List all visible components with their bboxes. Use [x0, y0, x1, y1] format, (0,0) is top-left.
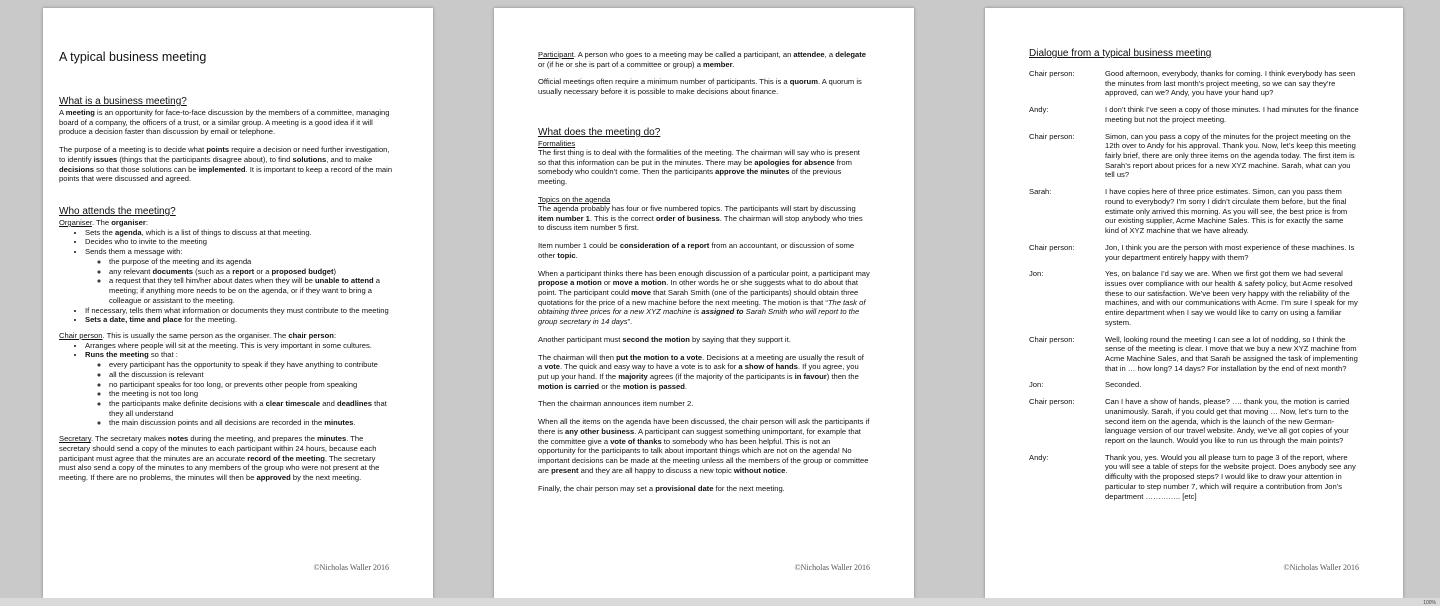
speaker-text: Thank you, yes. Would you all please turn to page 3 of the report, where you will see a table of steps for the website project. Does anybody see any difficulty with the proposed steps? I would like to draw your attention in particular to step number 7, which will require a contribution from Jon’s department ………….. [etc]: [1105, 452, 1356, 501]
list-item: ◦ the main discussion points and all decisions are recorded in the minutes.: [109, 418, 393, 428]
dialogue-line: [1029, 397, 1359, 446]
list-item: • If necessary, tells them what information or documents they must contribute to the meeting: [85, 306, 393, 316]
chair-intro: Chair person. This is usually the same person as the organiser. The chair person:: [59, 330, 337, 340]
paragraph: The purpose of a meeting is to decide what points require a decision or need further investigation, to identify issues (things that the participants disagree about), to find solutions, and to make decisions so that those solutions can be implemented. It is important to keep a record of the main points that were discussed and agreed.: [59, 145, 393, 184]
list-item: • Sets a date, time and place for the meeting.: [85, 315, 393, 325]
speaker-name: Chair person:: [1029, 242, 1075, 252]
section-heading: What is a business meeting?: [59, 96, 187, 107]
section-heading: What does the meeting do?: [538, 126, 661, 138]
document-page-3: [985, 8, 1403, 598]
page-title: A typical business meeting: [59, 50, 207, 64]
speaker-name: Chair person:: [1029, 69, 1075, 78]
speaker-name: Sarah:: [1029, 187, 1052, 197]
speaker-name: Chair person:: [1029, 131, 1075, 141]
dialogue-line: [1029, 105, 1359, 124]
page-footer: ©Nicholas Waller 2016: [313, 563, 389, 572]
chair-list: [59, 341, 393, 428]
subheading: Topics on the agenda: [538, 194, 611, 204]
speaker-text: Jon, I think you are the person with most experience of these machines. Is your department entirely happy with them?: [1105, 242, 1355, 262]
speaker-name: Chair person:: [1029, 334, 1075, 344]
document-page-2: [494, 8, 914, 598]
list-item: • Runs the meeting so that : ◦ every participant has the opportunity to speak if they have anything to contribute ◦ all the discussion is relevant ◦ no participant speaks for too long, or prevents other people from speaking ◦ the meeting is not too long ◦ the participants make definite decisions with a clear timescale and deadlines that they all understand ◦ the main discussion points and all decisions are recorded in the minutes.: [85, 350, 393, 428]
list-item: ◦ a request that they tell him/her about dates when they will be unable to attend a meeting; if anything more needs to be on the agenda, or if they want to bring a colleague or assistant to the meeting.: [109, 276, 393, 305]
speaker-name: Jon:: [1029, 380, 1044, 390]
paragraph: Then the chairman announces item number 2.: [538, 399, 694, 409]
list-item: • Arranges where people will sit at the meeting. This is very important in some cultures.: [85, 341, 393, 351]
status-bar: [0, 598, 1440, 606]
page-footer: ©Nicholas Waller 2016: [1283, 563, 1359, 572]
speaker-text: Simon, can you pass a copy of the minutes for the project meeting on the 12th over to Andy for his approval. Thank you. Now, let’s keep this meeting fairly brief, there are only three items on the agenda today. The first item is Sarah’s report about prices for a new XYZ machine. Sarah, what can you tell us?: [1105, 131, 1356, 180]
paragraph: Item number 1 could be consideration of a report from an accountant, or discussion of some other topic.: [538, 241, 855, 260]
secretary-paragraph: Secretary. The secretary makes notes during the meeting, and prepares the minutes. The secretary should send a copy of the minutes to each participant within 24 hours, because each participant must agree that the minutes are an accurate record of the meeting. The secretary must also send a copy of the minutes to any members of the group who were not present at the meeting. If there are no problems, the minutes will then be approved by the next meeting.: [59, 434, 380, 482]
dialogue-line: [1029, 453, 1359, 502]
speaker-text: Can I have a show of hands, please? …. thank you, the motion is carried unanimously. Sarah, if you could get that moving … Now, let’s turn to the second item on the agenda, which is the launch of the new German-language version of our travel website. Andy, we’ve all got copies of your report on the launch. Would you like to run us through the main points?: [1105, 397, 1350, 445]
list-item: • Sets the agenda, which is a list of things to discuss at that meeting.: [85, 228, 393, 238]
paragraph: When all the items on the agenda have been discussed, the chair person will ask the participants if there is any other business. A participant can suggest something unimportant, for example that the committee give a vote of thanks to somebody who has been helpful. This is not an opportunity for the participants to talk about important things which are not on the agenda! No important decisions can be made at the meeting unless all the members of the group or committee are present and they are all happy to discuss a new topic without notice.: [538, 417, 870, 475]
page-title: Dialogue from a typical business meeting: [1029, 48, 1212, 59]
paragraph: A meeting is an opportunity for face-to-face discussion by the members of a committee, managing board of a company, the officers of a trust, or a similar group. A meeting is a good idea if it will produce a decision faster than discussion by email or telephone.: [59, 108, 390, 137]
list-item: • Decides who to invite to the meeting: [85, 237, 393, 247]
speaker-name: Chair person:: [1029, 397, 1075, 407]
document-page-1: [43, 8, 433, 598]
speaker-text: Well, looking round the meeting I can see a lot of nodding, so I think the sense of the meeting is clear. I move that we buy a new XYZ machine from Acme Machine Sales, and that Sarah be assigned the task of implementing that in … how long? 14 days? For installation by the end of next month?: [1105, 334, 1358, 373]
list-item: ◦ every participant has the opportunity to speak if they have anything to contribute: [109, 360, 393, 370]
participant-paragraph: Participant. A person who goes to a meeting may be called a participant, an attendee, a delegate or (if he or she is part of a committee or group) a member.: [538, 50, 867, 69]
list-item: ◦ any relevant documents (such as a report or a proposed budget): [109, 267, 393, 277]
speaker-name: Andy:: [1029, 452, 1049, 462]
subheading: Formalities: [538, 138, 576, 148]
speaker-name: Andy:: [1029, 105, 1049, 115]
dialogue-line: [1029, 69, 1359, 98]
paragraph: Finally, the chair person may set a provisional date for the next meeting.: [538, 483, 785, 493]
organiser-list: [59, 228, 393, 325]
speaker-text: I don’t think I’ve seen a copy of those minutes. I had minutes for the finance meeting but not the project meeting.: [1105, 105, 1359, 124]
dialogue: [1029, 69, 1359, 501]
speaker-text: Yes, on balance I’d say we are. When we first got them we had several issues over compliance with our health & safety policy, but Acme resolved these to our satisfaction. We’ve been very happy with the reliability of the machines, and with our communications with Acme. I’m sure I speak for my entire department when I say we would like to carry on using a familiar system.: [1105, 269, 1358, 327]
list-item: ◦ the meeting is not too long: [109, 389, 393, 399]
paragraph: The chairman will then put the motion to a vote. Decisions at a meeting are usually the result of a vote. The quick and easy way to have a vote is to ask for a show of hands. If you agree, you put up your hand. If the majority agrees (if the majority of the participants is in favour) then the motion is carried or the motion is passed.: [538, 352, 864, 391]
paragraph: The agenda probably has four or five numbered topics. The participants will start by discussing item number 1. This is the correct order of business. The chairman will stop anybody who tries to discuss item number 5 first.: [538, 203, 863, 233]
page-footer: ©Nicholas Waller 2016: [794, 563, 870, 572]
dialogue-line: [1029, 187, 1359, 236]
speaker-text: Seconded.: [1105, 380, 1142, 390]
list-item: ◦ the participants make definite decisions with a clear timescale and deadlines that they all understand: [109, 399, 393, 418]
section-heading: Who attends the meeting?: [59, 206, 176, 218]
speaker-name: Jon:: [1029, 269, 1044, 279]
paragraph: The first thing is to deal with the formalities of the meeting. The chairman will say who is present so that this information can be put in the minutes. There may be apologies for absence from somebody who couldn’t come. Then the participants approve the minutes of the previous meeting.: [538, 147, 860, 187]
paragraph: Another participant must second the motion by saying that they support it.: [538, 334, 791, 344]
list-item: ◦ no participant speaks for too long, or prevents other people from speaking: [109, 380, 393, 390]
list-item: • Sends them a message with: ◦ the purpose of the meeting and its agenda ◦ any relevant documents (such as a report or a proposed budget) ◦ a request that they tell him/her about dates when they will be unable to attend a meeting; if anything more needs to be on the agenda, or if they want to bring a colleague or assistant to the meeting.: [85, 247, 393, 305]
list-item: ◦ the purpose of the meeting and its agenda: [109, 257, 393, 267]
dialogue-line: [1029, 380, 1359, 390]
list-item: ◦ all the discussion is relevant: [109, 370, 393, 380]
dialogue-line: [1029, 132, 1359, 181]
dialogue-line: [1029, 243, 1359, 262]
speaker-text: Good afternoon, everybody, thanks for coming. I think everybody has seen the minutes from last month’s project meeting, so we can say they’re approved, can we? Andy, you have your hand up?: [1105, 69, 1356, 98]
organiser-intro: Organiser. The organiser:: [59, 218, 148, 228]
speaker-text: I have copies here of three price estimates. Simon, can you pass them round to everybody? I’m sorry I didn’t circulate them before, but the final estimate only arrived this morning. As you will see, the best price is from our existing supplier, Acme Machine Sales. This is for exactly the same kind of XYZ machine that we have already.: [1105, 187, 1348, 236]
paragraph: Official meetings often require a minimum number of participants. This is a quorum. A quorum is usually necessary before it is possible to make decisions about finance.: [538, 77, 862, 97]
paragraph: When a participant thinks there has been enough discussion of a particular point, a participant may propose a motion or move a motion. In other words he or she suggests what to do about that point. The participant could move that Sarah Smith (one of the participants) should obtain three quotations for the price of a new machine before the next meeting. The motion is that “The task of obtaining three prices for a new XYZ machine is assigned to Sarah Smith who will report to the group secretary in 14 days”.: [538, 268, 870, 327]
dialogue-line: [1029, 335, 1359, 374]
zoom-level[interactable]: 100%: [1423, 600, 1436, 606]
dialogue-line: [1029, 269, 1359, 327]
